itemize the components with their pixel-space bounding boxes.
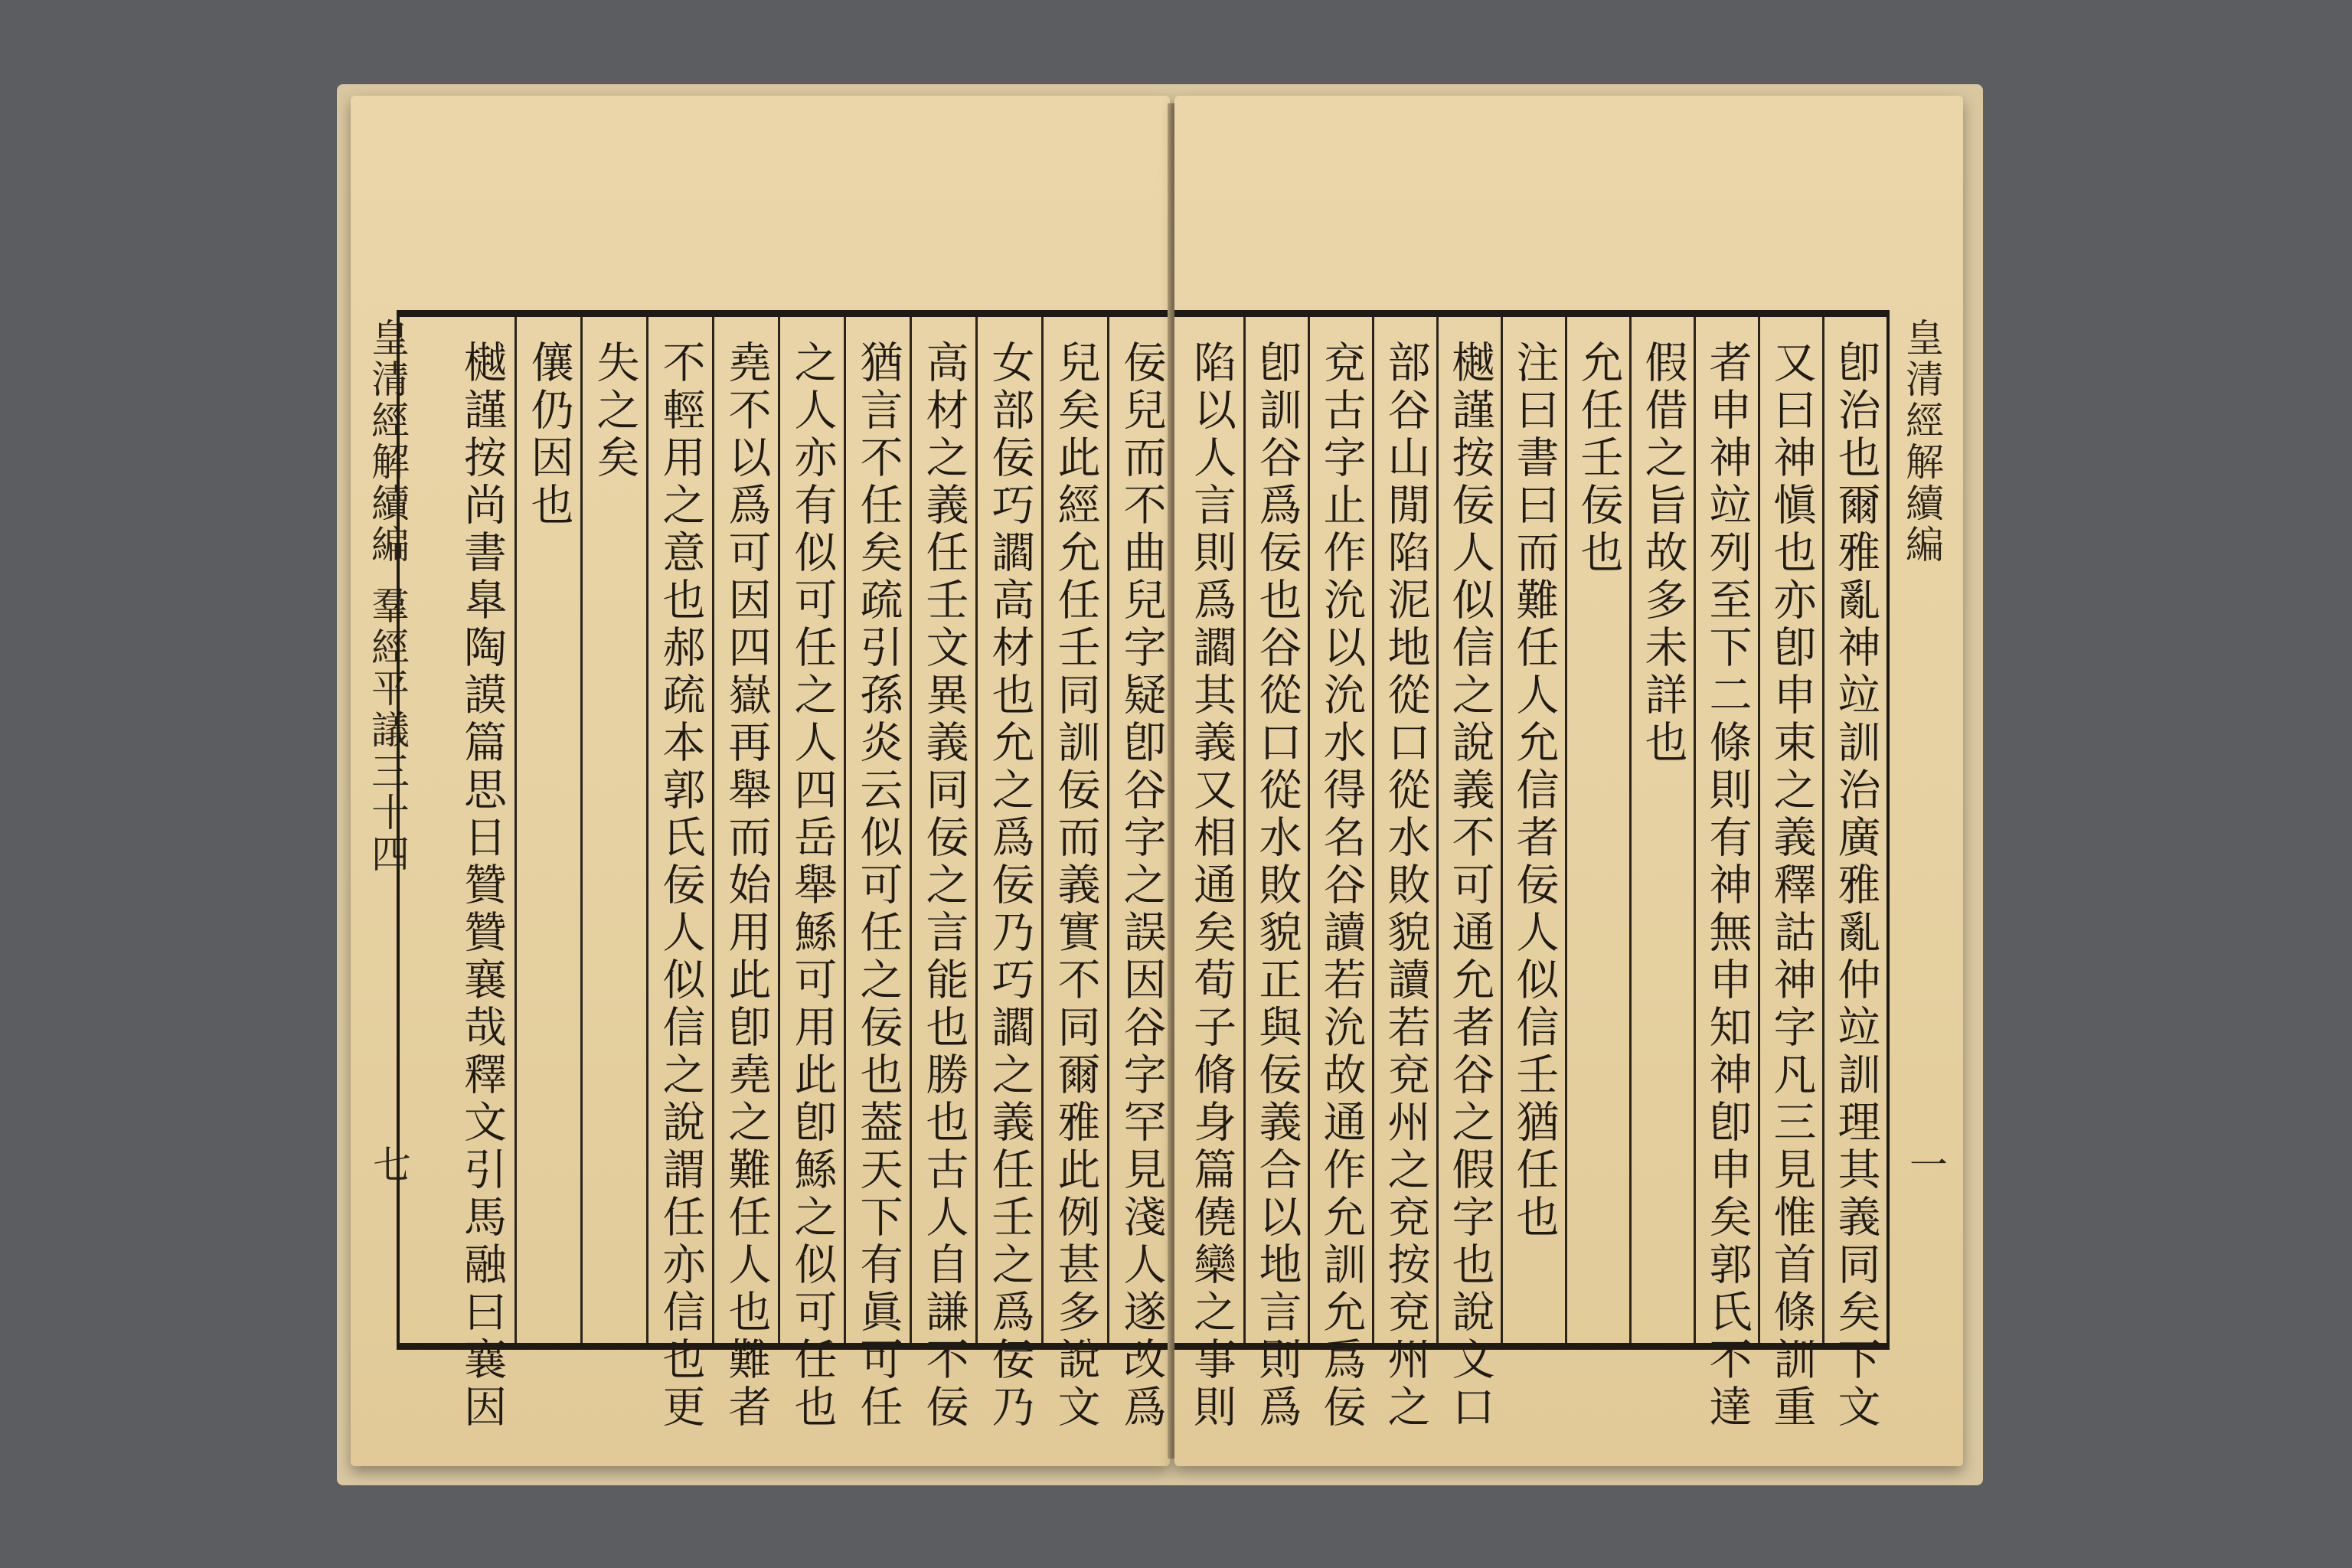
left-folio-number: 七: [367, 1145, 411, 1183]
left-page-column-text: 儴仍因也: [524, 340, 574, 530]
left-page-column: [844, 317, 910, 1432]
right-page-column: [1822, 317, 1886, 1432]
right-page-column-text: 部谷山閒陷泥地從口從水敗貌讀若兗州之兗按兗州之: [1380, 340, 1431, 1432]
left-page-column: [580, 317, 646, 1343]
right-page: [1174, 96, 1963, 1466]
left-page-column-text: 高材之義任壬文異義同佞之言能也勝也古人自謙不佞: [919, 340, 969, 1432]
left-margin-title: 皇清經解續編: [365, 318, 410, 566]
right-page-column: [1694, 317, 1758, 1432]
right-page-column: [1243, 317, 1308, 1432]
left-page-column-text: 佞兒而不曲兒字疑卽谷字之誤因谷字罕見淺人遂改爲: [1116, 340, 1167, 1432]
right-page-column-text: 注曰書曰而難任人允信者佞人似信壬猶任也: [1509, 340, 1560, 1242]
left-page-column-text: 失之矣: [590, 340, 640, 482]
right-page-column-text: 又曰神愼也亦卽申束之義釋詁神字凡三見惟首條訓重: [1766, 340, 1817, 1432]
right-page-column-text: 陷以人言則爲讇其義又相通矣荀子脩身篇僥欒之事則: [1187, 340, 1236, 1432]
right-page-column: [1436, 317, 1501, 1432]
left-page-column: [514, 317, 580, 1343]
right-page-column-text: 允任壬佞也: [1573, 340, 1624, 577]
left-page-column: [778, 317, 844, 1432]
right-page-column: [1308, 317, 1372, 1432]
right-page-column: [1501, 317, 1565, 1343]
right-page-column-text: 假借之旨故多未詳也: [1638, 340, 1688, 767]
left-page: [351, 96, 1170, 1466]
left-page-column-text: 女部佞巧讇高材也允之爲佞乃巧讇之義任壬之爲佞乃: [985, 340, 1035, 1432]
right-page-column-text: 者申神竝列至下二條則有神無申知神卽申矣郭氏不達: [1702, 340, 1753, 1432]
right-margin-title: 皇清經解續編: [1900, 318, 1944, 566]
right-page-column-text: 樾謹按佞人似信之說義不可通允者谷之假字也說文口: [1445, 340, 1495, 1432]
left-page-column-text: 樾謹按尚書臯陶謨篇思日贊贊襄哉釋文引馬融曰襄因: [457, 340, 507, 1432]
left-page-column-text: 之人亦有似可任之人四岳舉鯀可用此卽鯀之似可任也: [787, 340, 838, 1432]
left-text-frame: [397, 310, 1173, 1432]
left-page-column: [1107, 317, 1173, 1432]
right-page-column: [1565, 317, 1629, 1343]
right-page-column: [1179, 317, 1243, 1432]
left-page-column: [975, 317, 1041, 1432]
right-page-column: [1629, 317, 1694, 1343]
left-page-column: [646, 317, 712, 1432]
right-page-column: [1758, 317, 1822, 1432]
left-page-column-text: 兒矣此經允任壬同訓佞而義實不同爾雅此例甚多說文: [1050, 340, 1101, 1432]
right-page-column-text: 兗古字止作沇以沇水得名谷讀若沇故通作允訓允爲佞: [1316, 340, 1367, 1432]
left-page-column: [910, 317, 975, 1432]
left-page-column-text: 猶言不任矣疏引孫炎云似可任之佞也葢天下有眞可任: [853, 340, 903, 1432]
left-page-column: [712, 317, 778, 1432]
left-page-column: [449, 317, 514, 1432]
left-margin-subtitle: 羣經平議三十四: [365, 586, 410, 875]
right-folio-number: 一: [1903, 1145, 1948, 1183]
right-page-column-text: 卽治也爾雅亂神竝訓治廣雅亂仲竝訓理其義同矣下文: [1831, 340, 1881, 1432]
left-page-column-text: 不輕用之意也郝疏本郭氏佞人似信之說謂任亦信也更: [655, 340, 706, 1432]
left-page-column: [1041, 317, 1107, 1432]
right-page-column-text: 卽訓谷爲佞也谷從口從水敗貌正與佞義合以地言則爲: [1252, 340, 1302, 1432]
left-page-column-text: 堯不以爲可因四嶽再舉而始用此卽堯之難任人也難者: [721, 340, 772, 1432]
right-text-frame: [1174, 310, 1890, 1432]
right-page-column: [1372, 317, 1436, 1432]
